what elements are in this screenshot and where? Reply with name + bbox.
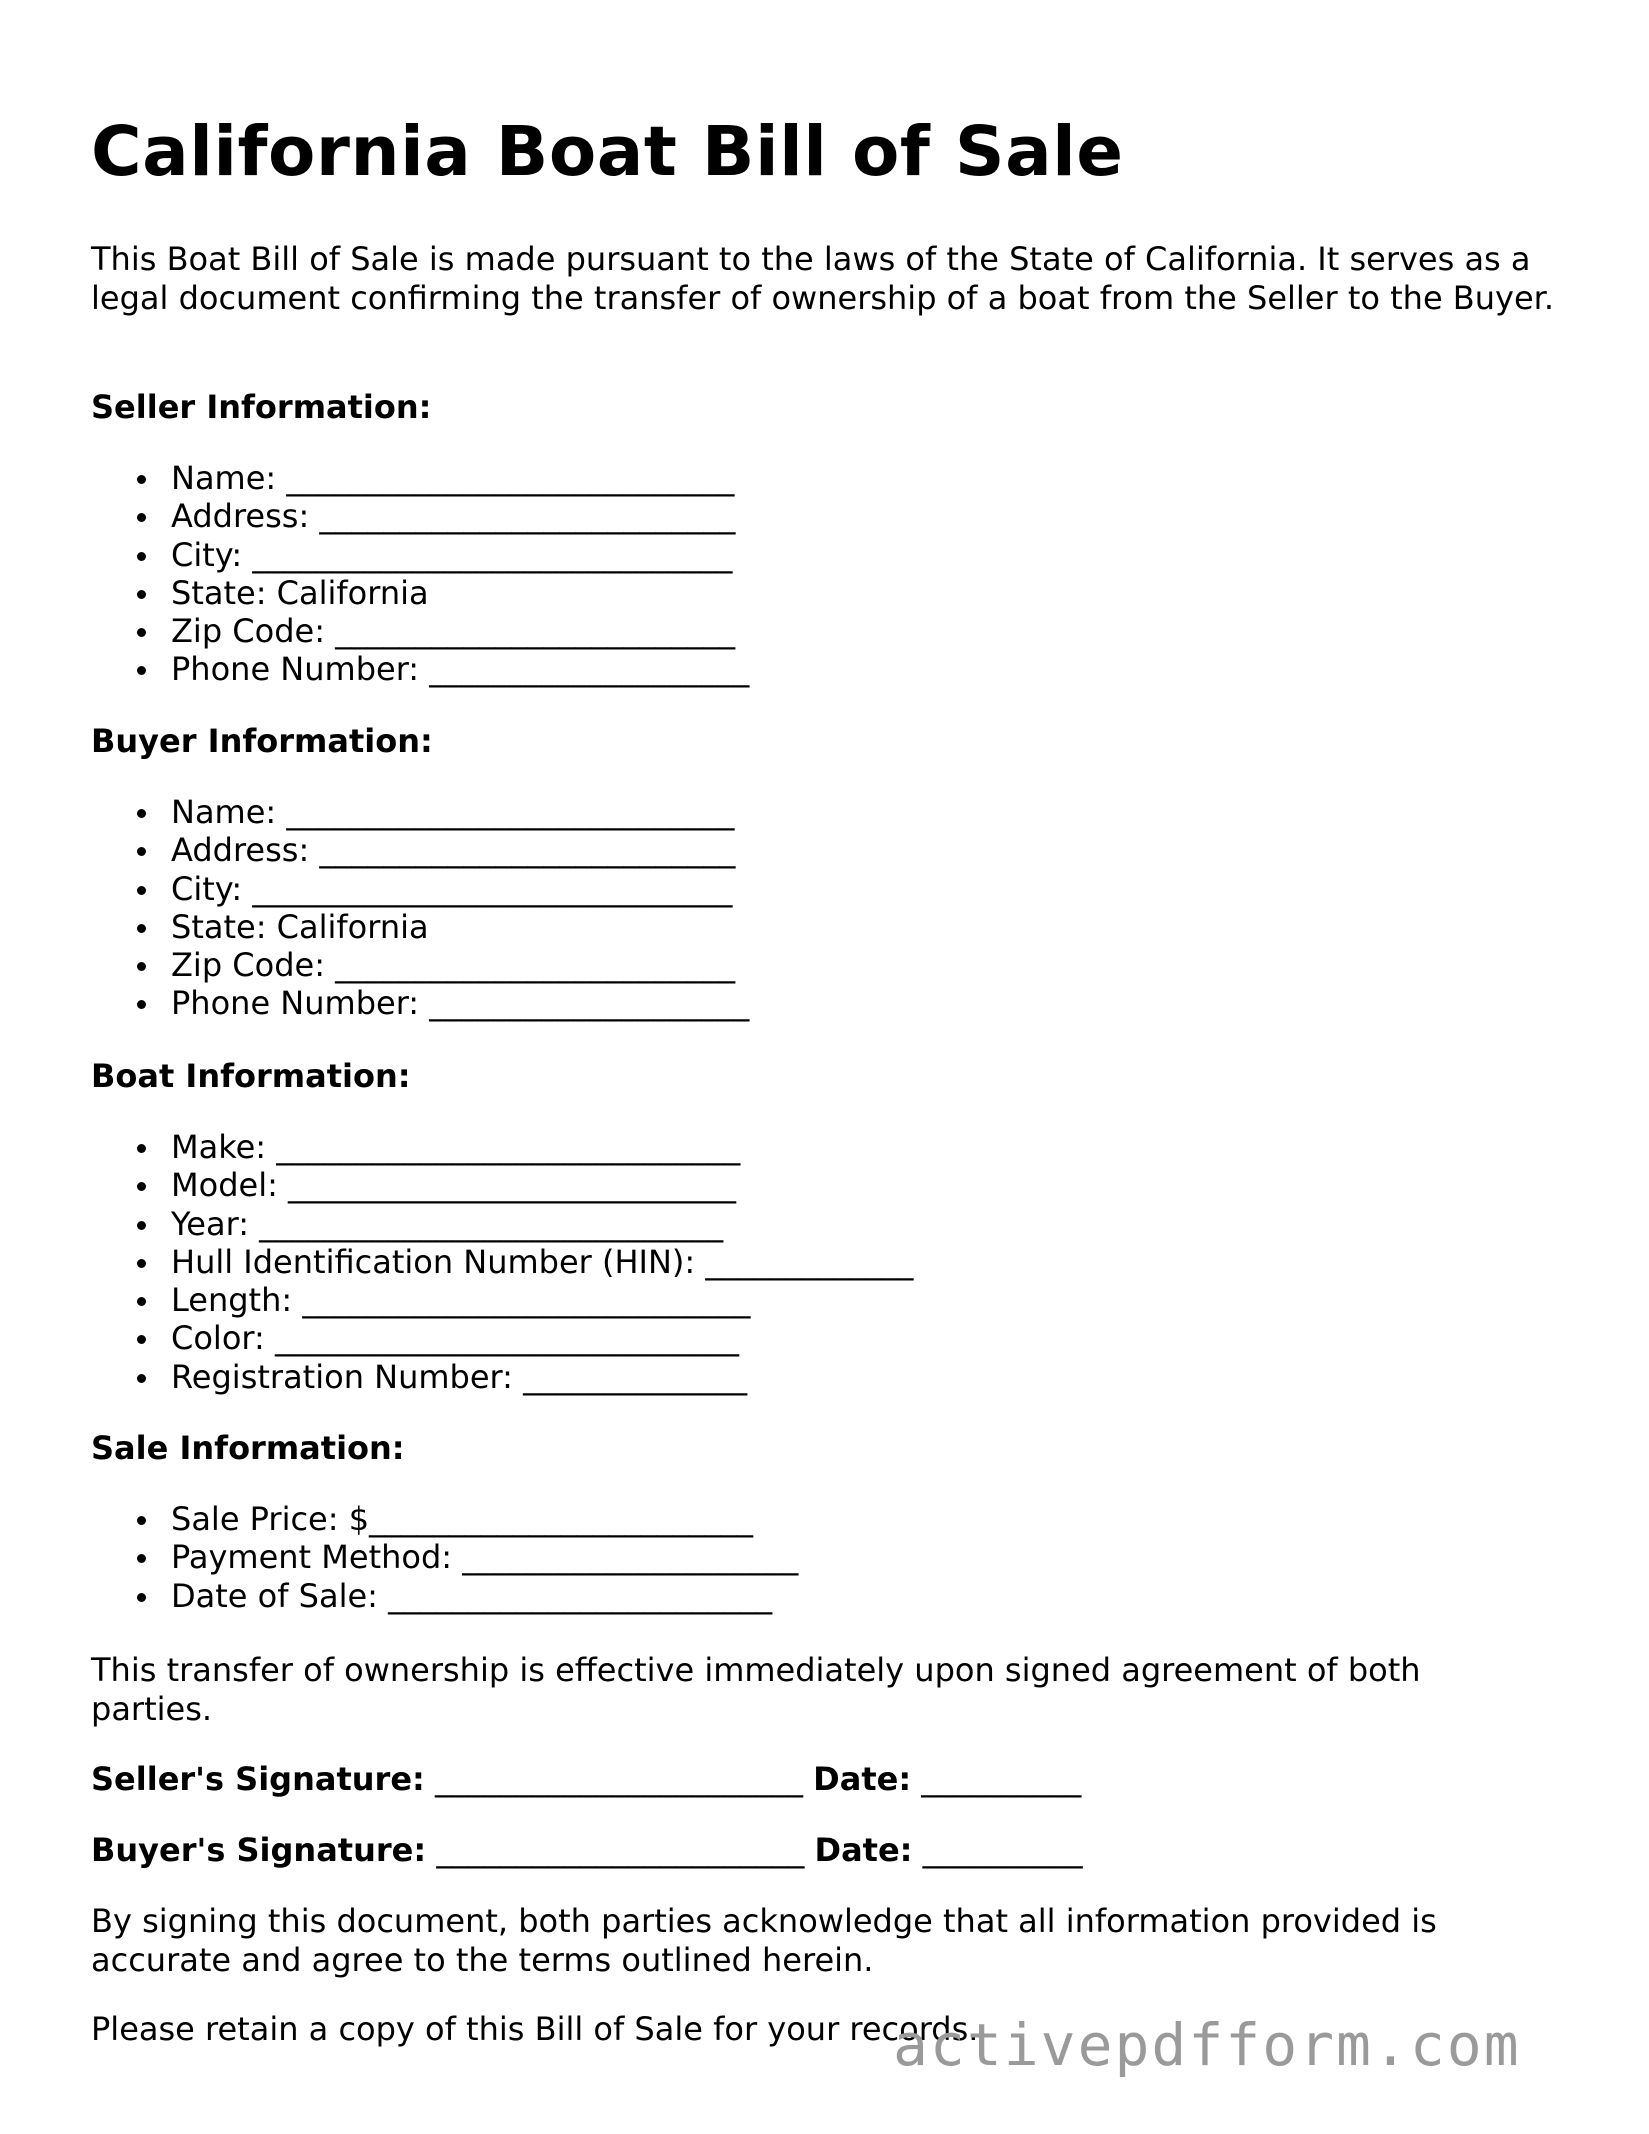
buyer-date-blank: __________ bbox=[912, 1831, 1083, 1869]
list-item: Date of Sale: ________________________ bbox=[91, 1577, 798, 1615]
seller-heading: Seller Information: bbox=[91, 388, 432, 426]
seller-signature-line bbox=[91, 1760, 1081, 1798]
list-item: Phone Number: ____________________ bbox=[91, 650, 749, 688]
list-item: City: ______________________________ bbox=[91, 870, 749, 908]
list-item: Color: _____________________________ bbox=[91, 1319, 913, 1357]
buyer-signature-label: Buyer's Signature: bbox=[91, 1831, 427, 1869]
buyer-date-label: Date: bbox=[814, 1831, 913, 1869]
list-item: Registration Number: ______________ bbox=[91, 1358, 913, 1396]
watermark: activepdfform.com bbox=[893, 2011, 1521, 2079]
list-item: Name: ____________________________ bbox=[91, 459, 749, 497]
list-item: Year: _____________________________ bbox=[91, 1205, 913, 1243]
retain-paragraph: Please retain a copy of this Bill of Sale for your records. bbox=[91, 2010, 979, 2048]
seller-fields-list bbox=[91, 459, 749, 689]
list-item: Address: __________________________ bbox=[91, 831, 749, 869]
list-item: State: California bbox=[91, 908, 749, 946]
boat-fields-list bbox=[91, 1128, 913, 1396]
seller-date-blank: __________ bbox=[911, 1760, 1082, 1798]
list-item: Model: ____________________________ bbox=[91, 1166, 913, 1204]
seller-signature-label: Seller's Signature: bbox=[91, 1760, 425, 1798]
effective-paragraph: This transfer of ownership is effective immediately upon signed agreement of both parties. bbox=[91, 1651, 1421, 1728]
list-item: Hull Identification Number (HIN): _____________ bbox=[91, 1243, 913, 1281]
list-item: Name: ____________________________ bbox=[91, 793, 749, 831]
buyer-signature-line bbox=[91, 1831, 1083, 1869]
seller-signature-blank: _______________________ bbox=[424, 1760, 814, 1798]
list-item: City: ______________________________ bbox=[91, 536, 749, 574]
seller-date-label: Date: bbox=[813, 1760, 912, 1798]
buyer-heading: Buyer Information: bbox=[91, 722, 433, 760]
sale-heading: Sale Information: bbox=[91, 1429, 405, 1467]
list-item: Zip Code: _________________________ bbox=[91, 612, 749, 650]
list-item: Phone Number: ____________________ bbox=[91, 984, 749, 1022]
list-item: Zip Code: _________________________ bbox=[91, 946, 749, 984]
sale-fields-list bbox=[91, 1500, 798, 1615]
buyer-fields-list bbox=[91, 793, 749, 1023]
boat-heading: Boat Information: bbox=[91, 1057, 411, 1095]
list-item: Make: _____________________________ bbox=[91, 1128, 913, 1166]
list-item: Address: __________________________ bbox=[91, 497, 749, 535]
list-item: Length: ____________________________ bbox=[91, 1281, 913, 1319]
list-item: Payment Method: _____________________ bbox=[91, 1538, 798, 1576]
list-item: State: California bbox=[91, 574, 749, 612]
intro-paragraph: This Boat Bill of Sale is made pursuant to the laws of the State of California. It serves as a legal document confirming the transfer of ownership of a boat from the Seller to the Buyer. bbox=[91, 240, 1555, 317]
list-item: Sale Price: $________________________ bbox=[91, 1500, 798, 1538]
buyer-signature-blank: _______________________ bbox=[426, 1831, 815, 1869]
acknowledge-paragraph: By signing this document, both parties acknowledge that all information provided is accurate and agree to the terms outlined herein. bbox=[91, 1902, 1437, 1979]
page-title: California Boat Bill of Sale bbox=[91, 112, 1124, 192]
